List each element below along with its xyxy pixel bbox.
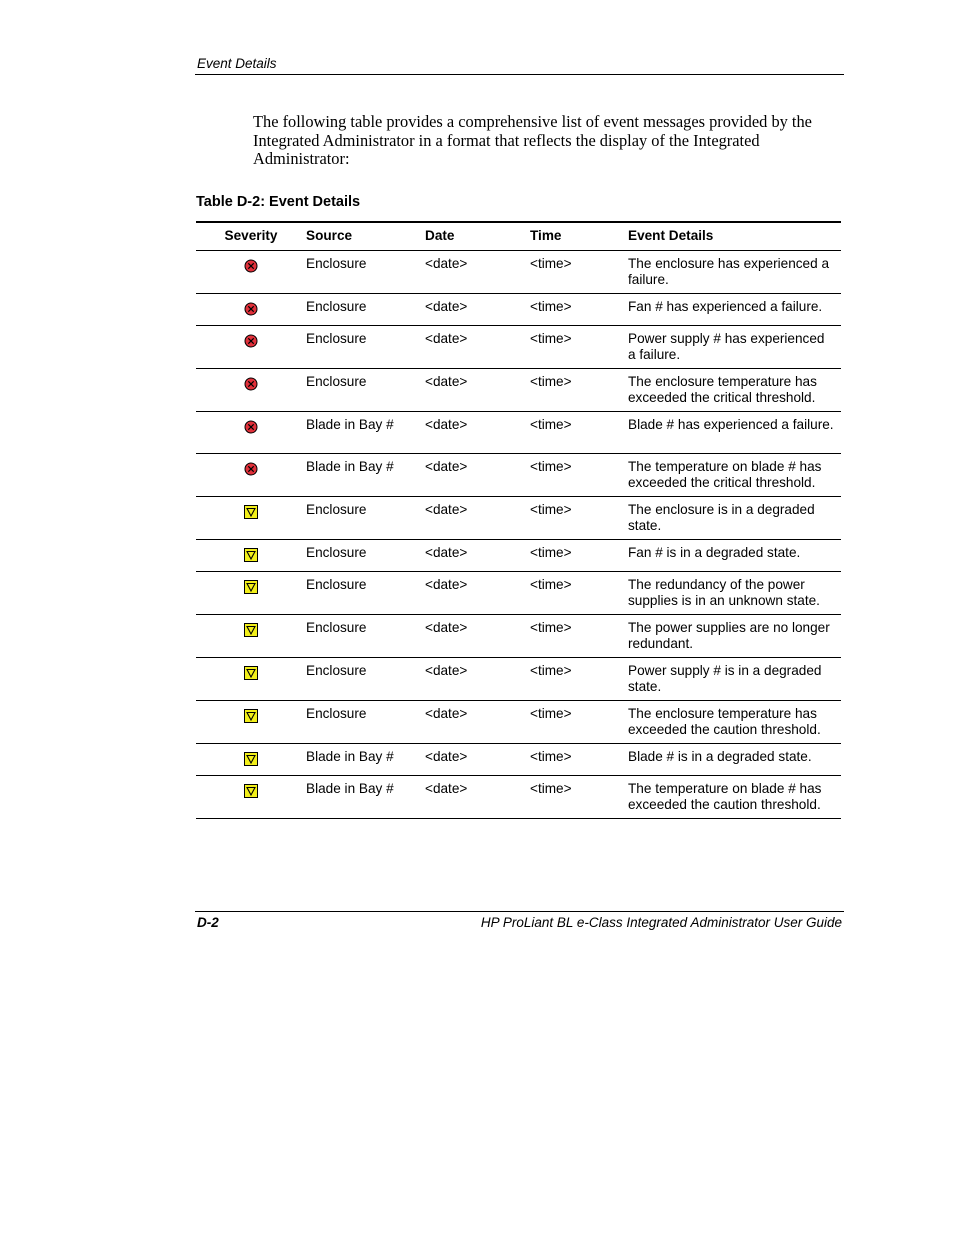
event-details-cell: The temperature on blade # has exceeded the caution threshold. [628, 781, 822, 812]
column-header-time: Time [530, 228, 562, 244]
date-cell: <date> [425, 620, 468, 635]
time-cell: <time> [530, 502, 572, 517]
source-cell: Enclosure [306, 620, 367, 635]
time-cell: <time> [530, 373, 572, 389]
severity-cell [196, 615, 306, 658]
source-cell: Blade in Bay # [306, 459, 394, 474]
degraded-icon [244, 623, 258, 641]
time-cell: <time> [530, 459, 572, 474]
date-cell: <date> [425, 545, 468, 560]
event-details-cell: The temperature on blade # has exceeded the critical threshold. [628, 459, 822, 490]
table-row [196, 701, 841, 744]
table-row [196, 572, 841, 615]
table-row [196, 497, 841, 540]
critical-icon [244, 420, 258, 438]
date-cell: <date> [425, 255, 468, 271]
severity-cell [196, 497, 306, 540]
table-body [196, 250, 841, 819]
time-cell: <time> [530, 620, 572, 635]
source-cell: Enclosure [306, 502, 367, 517]
source-cell: Enclosure [306, 706, 367, 721]
column-header-event-details: Event Details [628, 228, 714, 244]
event-details-table [196, 221, 841, 819]
date-cell: <date> [425, 781, 468, 796]
column-header-source: Source [306, 228, 353, 244]
event-details-cell: Blade # has experienced a failure. [628, 416, 834, 432]
intro-paragraph: The following table provides a comprehensive list of event messages provided by the Integrated Administrator in a format that reflects the display of the Integrated Administrator: [253, 112, 812, 168]
time-cell: <time> [530, 255, 572, 271]
table-row [196, 250, 841, 293]
degraded-icon [244, 666, 258, 684]
date-cell: <date> [425, 416, 468, 432]
event-details-cell: The redundancy of the power supplies is in an unknown state. [628, 577, 820, 608]
event-details-cell: Power supply # is in a degraded state. [628, 663, 822, 694]
source-cell: Enclosure [306, 298, 367, 314]
source-cell: Enclosure [306, 545, 367, 560]
degraded-icon [244, 580, 258, 598]
severity-cell [196, 411, 306, 454]
column-header-severity: Severity [224, 228, 278, 244]
date-cell: <date> [425, 373, 468, 389]
event-details-cell: The enclosure has experienced a failure. [628, 255, 830, 287]
source-cell: Blade in Bay # [306, 781, 394, 796]
header-rule [195, 74, 844, 75]
time-cell: <time> [530, 416, 572, 432]
event-details-cell: The enclosure temperature has exceeded the critical threshold. [628, 373, 817, 405]
source-cell: Enclosure [306, 255, 367, 271]
time-cell: <time> [530, 706, 572, 721]
time-cell: <time> [530, 577, 572, 592]
table-row [196, 615, 841, 658]
severity-cell [196, 776, 306, 819]
time-cell: <time> [530, 749, 572, 764]
column-header-date: Date [425, 228, 455, 244]
table-row [196, 293, 841, 325]
date-cell: <date> [425, 459, 468, 474]
table-row [196, 540, 841, 572]
critical-icon [244, 334, 258, 352]
date-cell: <date> [425, 502, 468, 517]
source-cell: Enclosure [306, 373, 367, 389]
table-row [196, 658, 841, 701]
footer-rule [195, 911, 844, 912]
table-row [196, 325, 841, 368]
severity-cell [196, 540, 306, 572]
table-row [196, 454, 841, 497]
source-cell: Blade in Bay # [306, 416, 394, 432]
source-cell: Blade in Bay # [306, 749, 394, 764]
event-details-cell: Power supply # has experienced a failure. [628, 330, 825, 362]
severity-cell [196, 744, 306, 776]
severity-cell [196, 454, 306, 497]
severity-cell [196, 572, 306, 615]
degraded-icon [244, 548, 258, 566]
source-cell: Enclosure [306, 577, 367, 592]
event-details-cell: Fan # has experienced a failure. [628, 298, 823, 314]
critical-icon [244, 462, 258, 480]
critical-icon [244, 377, 258, 395]
date-cell: <date> [425, 663, 468, 678]
table-caption: Table D-2: Event Details [196, 194, 361, 210]
table-row [196, 411, 841, 454]
event-details-cell: Blade # is in a degraded state. [628, 749, 812, 764]
table-header-row [196, 222, 841, 250]
degraded-icon [244, 709, 258, 727]
severity-cell [196, 368, 306, 411]
severity-cell [196, 658, 306, 701]
page-number: D-2 [197, 915, 219, 930]
event-details-cell: The enclosure temperature has exceeded the caution threshold. [628, 706, 821, 737]
severity-cell [196, 293, 306, 325]
time-cell: <time> [530, 330, 572, 346]
degraded-icon [244, 784, 258, 802]
critical-icon [244, 259, 258, 277]
date-cell: <date> [425, 706, 468, 721]
date-cell: <date> [425, 330, 468, 346]
date-cell: <date> [425, 749, 468, 764]
time-cell: <time> [530, 781, 572, 796]
degraded-icon [244, 505, 258, 523]
time-cell: <time> [530, 663, 572, 678]
event-details-cell: Fan # is in a degraded state. [628, 545, 801, 560]
book-title: HP ProLiant BL e-Class Integrated Administrator User Guide [480, 915, 842, 930]
event-details-cell: The enclosure is in a degraded state. [628, 502, 815, 533]
severity-cell [196, 701, 306, 744]
date-cell: <date> [425, 298, 468, 314]
event-details-cell: The power supplies are no longer redundant. [628, 620, 830, 651]
severity-cell [196, 325, 306, 368]
table-row [196, 776, 841, 819]
source-cell: Enclosure [306, 330, 367, 346]
date-cell: <date> [425, 577, 468, 592]
severity-cell [196, 250, 306, 293]
table-row [196, 744, 841, 776]
table-row [196, 368, 841, 411]
source-cell: Enclosure [306, 663, 367, 678]
critical-icon [244, 302, 258, 320]
time-cell: <time> [530, 298, 572, 314]
time-cell: <time> [530, 545, 572, 560]
running-header-title: Event Details [197, 56, 277, 71]
degraded-icon [244, 752, 258, 770]
